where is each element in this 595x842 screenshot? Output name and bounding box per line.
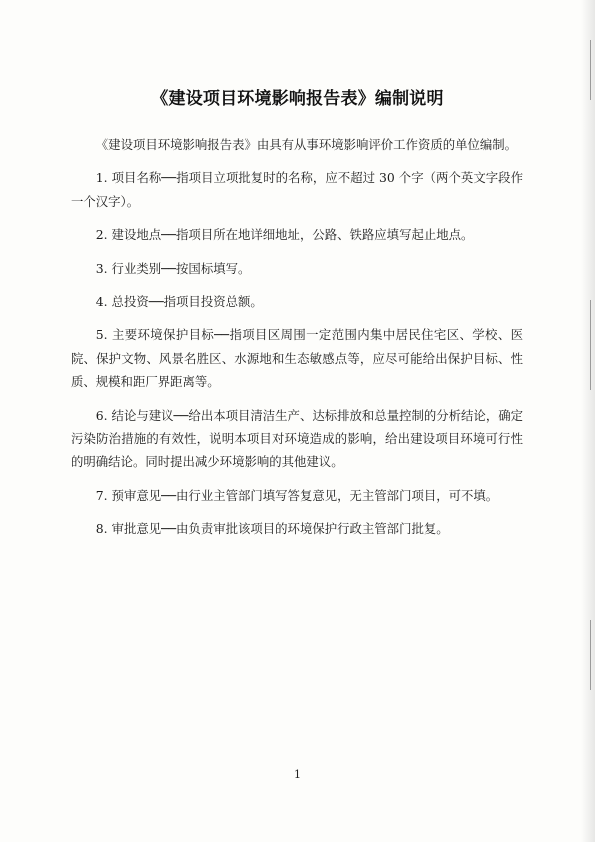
page-number: 1 bbox=[294, 768, 301, 781]
list-item-4: 4. 总投资──指项目投资总额。 bbox=[95, 294, 263, 310]
scan-edge-mark bbox=[590, 300, 591, 390]
list-item-3: 3. 行业类别──按国标填写。 bbox=[95, 260, 251, 276]
scan-edge-mark bbox=[590, 620, 591, 690]
list-item-8: 8. 审批意见──由负责审批该项目的环境保护行政主管部门批复。 bbox=[95, 521, 449, 537]
list-item-6: 6. 结论与建议──给出本项目清洁生产、达标排放和总量控制的分析结论，确定污染防治措施的有效性，说明本项目对环境造成的影响，给出建设项目环境可行性的明确结论。同时提出减少环境影响的其他建议。 bbox=[71, 407, 523, 470]
scan-edge-mark bbox=[590, 40, 591, 100]
intro-paragraph: 《建设项目环境影响报告表》由具有从事环境影响评价工作资质的单位编制。 bbox=[95, 137, 518, 152]
scan-edge-shadow bbox=[581, 0, 595, 842]
document-title: 《建设项目环境影响报告表》编制说明 bbox=[151, 89, 444, 109]
list-item-5: 5. 主要环境保护目标──指项目区周围一定范围内集中居民住宅区、学校、医院、保护文物、风景名胜区、水源地和生态敏感点等，应尽可能给出保护目标、性质、规模和距厂界距离等。 bbox=[71, 327, 523, 390]
document-body bbox=[71, 133, 523, 551]
list-item-7: 7. 预审意见──由行业主管部门填写答复意见，无主管部门项目，可不填。 bbox=[95, 487, 499, 503]
list-item-2: 2. 建设地点──指项目所在地详细地址，公路、铁路应填写起止地点。 bbox=[95, 227, 474, 243]
list-item-1: 1. 项目名称──指项目立项批复时的名称，应不超过 30 个字（两个英文字段作一个汉字）。 bbox=[71, 170, 523, 209]
